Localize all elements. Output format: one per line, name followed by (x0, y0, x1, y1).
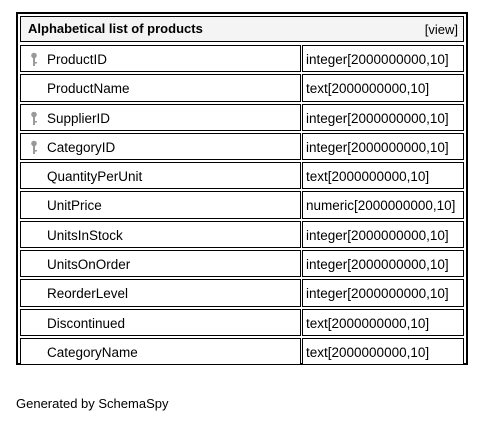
entity-type-label: [view] (424, 22, 458, 37)
column-name-cell (20, 338, 301, 365)
column-row (20, 337, 464, 366)
column-name: ProductID (47, 52, 108, 67)
entity-title: Alphabetical list of products (28, 21, 203, 36)
column-type-cell (302, 279, 464, 306)
column-type: integer[2000000000,10] (306, 139, 449, 155)
column-type-cell (302, 338, 464, 365)
column-type: integer[2000000000,10] (306, 286, 449, 302)
column-type-cell (302, 133, 464, 160)
column-name-cell (20, 221, 301, 248)
column-row (20, 249, 464, 278)
column-name: ReorderLevel (47, 286, 129, 302)
column-name-cell (20, 133, 301, 160)
column-name: Discontinued (47, 315, 126, 331)
column-type-cell (302, 45, 464, 72)
entity-table (16, 12, 468, 365)
key-icon (30, 140, 38, 156)
column-row (20, 44, 464, 73)
column-type: text[2000000000,10] (306, 344, 430, 360)
column-name-cell (20, 191, 301, 218)
column-type: text[2000000000,10] (306, 169, 430, 185)
column-name: CategoryName (47, 344, 138, 360)
column-name: CategoryID (47, 139, 116, 155)
column-name: UnitPrice (47, 198, 102, 214)
column-type: integer[2000000000,10] (306, 52, 449, 67)
column-type-cell (302, 191, 464, 218)
column-name: QuantityPerUnit (47, 169, 143, 185)
column-name-cell (20, 309, 301, 336)
column-name: ProductName (47, 81, 130, 97)
column-name-cell (20, 74, 301, 101)
column-name-cell (20, 104, 301, 131)
column-row (20, 132, 464, 161)
column-type: integer[2000000000,10] (306, 110, 449, 126)
column-row (20, 278, 464, 307)
column-type-cell (302, 309, 464, 336)
column-type: text[2000000000,10] (306, 81, 430, 97)
column-row (20, 220, 464, 249)
column-name-cell (20, 250, 301, 277)
column-type: numeric[2000000000,10] (306, 198, 456, 214)
column-name: UnitsInStock (47, 227, 123, 243)
column-list (20, 44, 464, 366)
column-type-cell (302, 74, 464, 101)
column-type-cell (302, 104, 464, 131)
key-icon (30, 111, 38, 127)
column-row (20, 161, 464, 190)
column-type-cell (302, 250, 464, 277)
column-type-cell (302, 162, 464, 189)
column-name: SupplierID (47, 110, 111, 126)
column-row (20, 103, 464, 132)
column-type: integer[2000000000,10] (306, 227, 449, 243)
entity-header (20, 16, 464, 42)
column-type-cell (302, 221, 464, 248)
column-name: UnitsOnOrder (47, 257, 131, 273)
column-name-cell (20, 162, 301, 189)
column-row (20, 308, 464, 337)
column-type: integer[2000000000,10] (306, 257, 449, 273)
column-type: text[2000000000,10] (306, 315, 430, 331)
column-name-cell (20, 279, 301, 306)
column-row (20, 190, 464, 219)
generated-by-footer: Generated by SchemaSpy (16, 396, 169, 411)
column-name-cell (20, 45, 301, 72)
key-icon (30, 52, 38, 68)
column-row (20, 73, 464, 102)
